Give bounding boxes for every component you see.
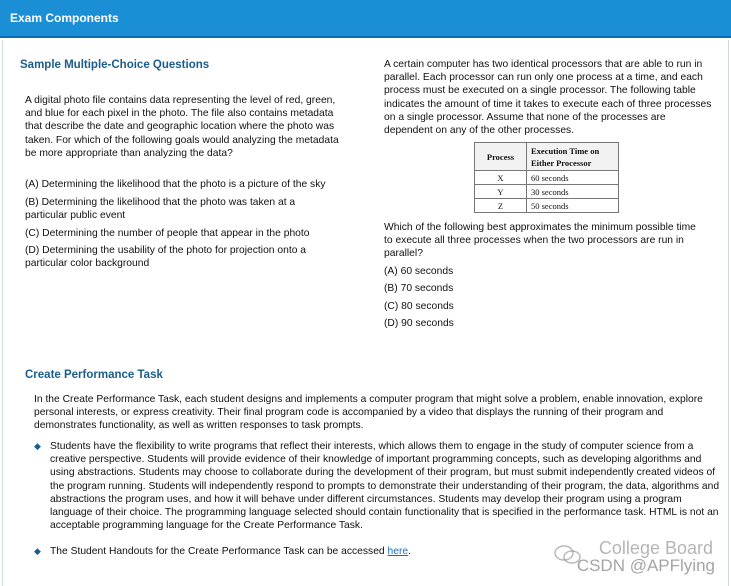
table-cell-time: 60 seconds — [527, 171, 619, 185]
college-board-watermark: College Board — [598, 538, 713, 558]
cpt-intro: In the Create Performance Task, each student designs and implements a computer program that might solve a problem, enable innovation, explore personal interests, or express creativity. Their final program code is accompanied by a video that displays the running of their program and demonstrates functionality, as well as written responses to task prompts. — [34, 394, 703, 432]
q1-option-b: (B) Determining the likelihood that the photo was taken at a particular public event — [25, 197, 296, 221]
cpt-bullet-2-text: The Student Handouts for the Create Performance Task can be accessed — [50, 546, 388, 557]
q1-stem: A digital photo file contains data representing the level of red, green, and blue for each pixel in the photo. The file also contains metadata that describe the date and geographic location where the photo was taken. For which of the following goals would analyzing the metadata be more appropriate than analyzing the data? — [25, 95, 339, 159]
student-handouts-link[interactable]: here — [387, 546, 409, 557]
q2-option-a: (A) 60 seconds — [384, 266, 454, 277]
table-cell-time: 30 seconds — [527, 185, 619, 199]
table-header-time: Execution Time on Either Processor — [527, 143, 619, 171]
header-title: Exam Components — [10, 11, 119, 25]
cpt-bullet-2 — [50, 545, 550, 558]
bullet-diamond-icon: ◆ — [34, 546, 41, 556]
mc-section-title: Sample Multiple-Choice Questions — [20, 59, 210, 71]
cpt-section-title: Create Performance Task — [25, 369, 163, 381]
process-table — [474, 142, 619, 213]
table-header-process: Process — [475, 143, 527, 171]
bullet-diamond-icon: ◆ — [34, 441, 41, 451]
header-divider — [0, 36, 731, 38]
header-bar — [0, 0, 731, 36]
q1-option-a: (A) Determining the likelihood that the photo is a picture of the sky — [25, 179, 326, 190]
q1-option-d: (D) Determining the usability of the photo for projection onto a particular color background — [25, 245, 307, 269]
q1-option-c: (C) Determining the number of people that appear in the photo — [25, 228, 310, 239]
q2-question: Which of the following best approximates the minimum possible time to execute all three processes when the two processors are run in parallel? — [384, 222, 696, 260]
q2-option-d: (D) 90 seconds — [384, 318, 454, 329]
table-cell-process: X — [475, 171, 527, 185]
table-row — [475, 185, 619, 199]
table-header-row — [475, 143, 619, 171]
table-cell-time: 50 seconds — [527, 199, 619, 213]
cpt-bullet-1: Students have the flexibility to write programs that reflect their interests, which allows them to engage in the study of computer science from a creative perspective. Students will provide evidence of their knowledge of important programming concepts, such as developing algorithms and using abstractions. Students may choose to collaborate during the development of their program, but must submit independently created videos of the program running. Students will independently respond to prompts to demonstrate their understanding of their program, the data, algorithms and abstractions the program uses, and how it will behave under different circumstances. Students may develop their program using a program language of their choice. The programming language selected should contain functionality that is specified in the performance task. HTML is not an acceptable programming language for the Create Performance Task. — [50, 441, 720, 532]
table-cell-process: Z — [475, 199, 527, 213]
q2-stem: A certain computer has two identical processors that are able to run in parallel. Each processor can run only one process at a time, and each process must be executed on a single processor. The following table indicates the amount of time it takes to execute each of three processes on a single processor. Assume that none of the processes are dependent on any of the other processes. — [384, 59, 712, 137]
cpt-bullet-2-end: . — [408, 546, 411, 557]
table-cell-process: Y — [475, 185, 527, 199]
table-row — [475, 199, 619, 213]
q2-option-b: (B) 70 seconds — [384, 283, 454, 294]
q2-option-c: (C) 80 seconds — [384, 301, 454, 312]
table-row — [475, 171, 619, 185]
csdn-watermark: CSDN @APFlying — [576, 556, 715, 575]
